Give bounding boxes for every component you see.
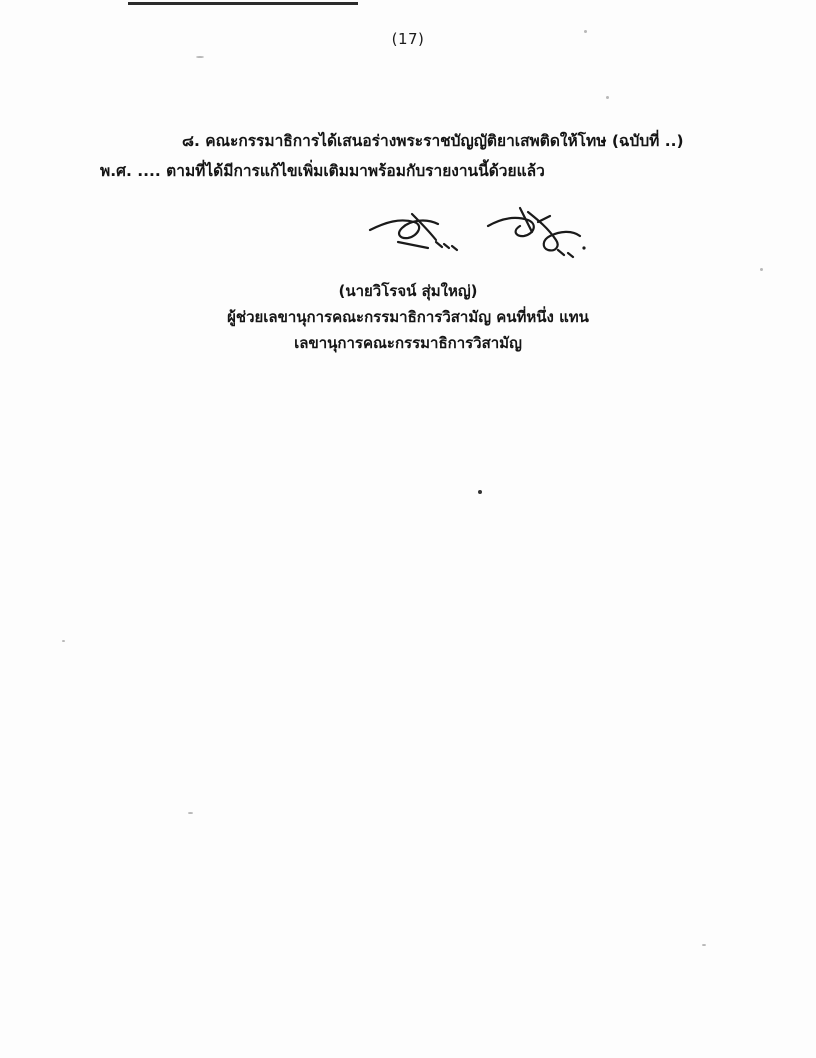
scan-speck bbox=[196, 56, 204, 58]
signer-title-line-1: ผู้ช่วยเลขานุการคณะกรรมาธิการวิสามัญ คนที่หนึ่ง แทน bbox=[227, 308, 589, 326]
handwritten-signature-icon bbox=[352, 196, 602, 266]
scan-speck bbox=[584, 30, 587, 33]
scan-speck bbox=[478, 490, 482, 494]
scan-speck bbox=[702, 944, 706, 946]
signer-title-line-2: เลขานุการคณะกรรมาธิการวิสามัญ bbox=[294, 334, 522, 352]
body-line-1: ๘. คณะกรรมาธิการได้เสนอร่างพระราชบัญญัติยาเสพติดให้โทษ (ฉบับที่ ..) bbox=[182, 132, 684, 150]
scan-speck bbox=[760, 268, 763, 271]
body-line-2: พ.ศ. .... ตามที่ได้มีการแก้ไขเพิ่มเติมมาพร้อมกับรายงานนี้ด้วยแล้ว bbox=[100, 162, 545, 180]
signature-block bbox=[0, 278, 816, 356]
scan-speck bbox=[606, 96, 609, 99]
signer-name: (นายวิโรจน์ สุ่มใหญ่) bbox=[338, 282, 478, 300]
body-paragraph bbox=[100, 126, 740, 186]
scan-speck bbox=[62, 640, 65, 642]
top-rule-mark bbox=[128, 2, 358, 5]
page-number: (17) bbox=[391, 30, 425, 48]
scan-speck bbox=[188, 812, 193, 814]
